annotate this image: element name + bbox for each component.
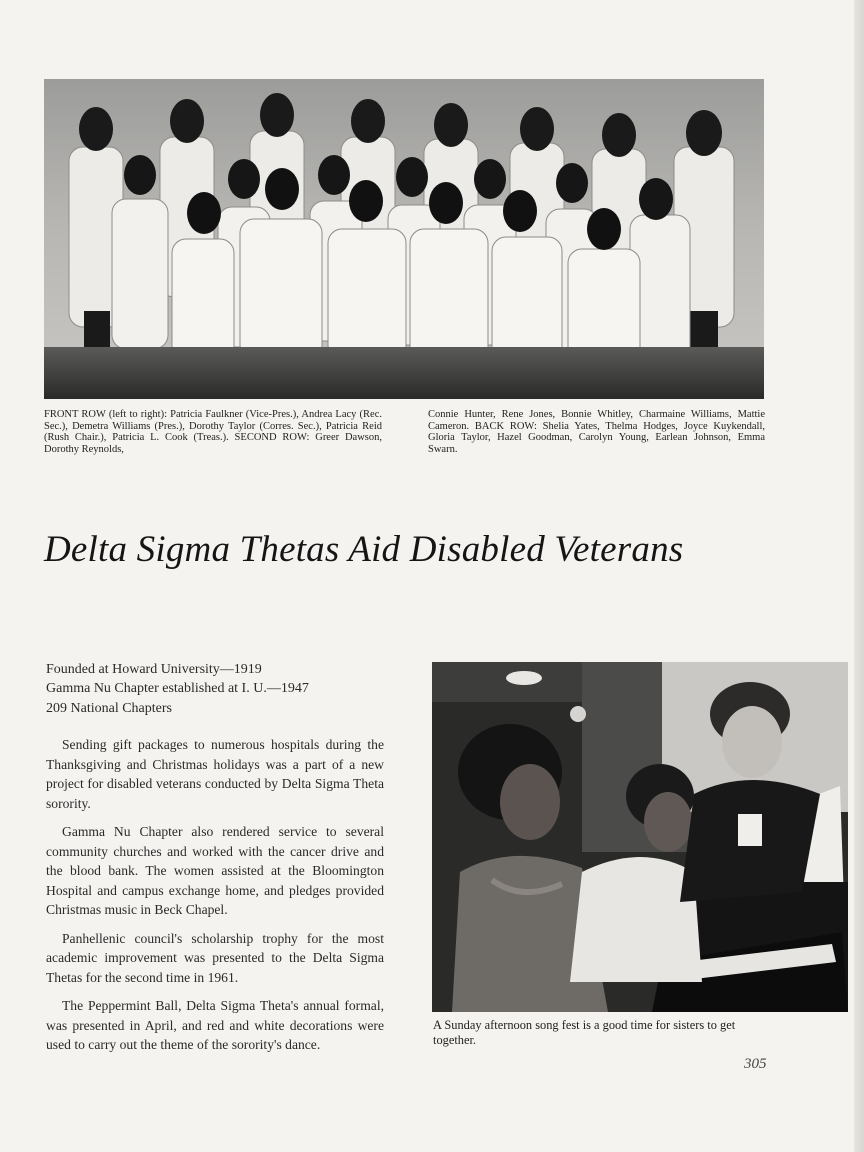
article-headline: Delta Sigma Thetas Aid Disabled Veterans	[44, 529, 684, 570]
article-body	[46, 735, 384, 1064]
piano-photo-caption: A Sunday afternoon song fest is a good time for sisters to get together.	[433, 1018, 736, 1047]
chapter-facts	[46, 660, 376, 718]
fact-national-chapters: 209 National Chapters	[46, 700, 172, 716]
group-photo-caption-left: FRONT ROW (left to right): Patricia Faulkner (Vice-Pres.), Andrea Lacy (Rec. Sec.), Demetra Williams (Pres.), Dorothy Taylor (Corres. Sec.), Patricia Reid (Rush Chair.), Patricia L. Cook (Treas.). SECOND ROW: Greer Dawson, Dorothy Reynolds,	[44, 409, 382, 455]
paragraph-community-service: Gamma Nu Chapter also rendered service to several community churches and worked with the cancer drive and the blood bank. The women assisted at the Bloomington Hospital and campus exchange home, and pledges provided Christmas music in Beck Chapel.	[46, 824, 384, 917]
paragraph-gift-packages: Sending gift packages to numerous hospitals during the Thanksgiving and Christmas holidays was a part of a new project for disabled veterans conducted by Delta Sigma Theta sorority.	[46, 737, 384, 811]
paragraph-scholarship-trophy: Panhellenic council's scholarship trophy for the most academic improvement was presented to the Delta Sigma Thetas for the second time in 1961.	[46, 930, 384, 985]
piano-photo	[432, 662, 848, 1012]
page-number: 305	[744, 1056, 767, 1072]
group-photo-caption-right: Connie Hunter, Rene Jones, Bonnie Whitley, Charmaine Williams, Mattie Cameron. BACK ROW: Shelia Yates, Thelma Hodges, Joyce Kuykendall, Gloria Taylor, Hazel Goodman, Carolyn Young, Earlean Johnson, Emma Swarn.	[428, 409, 765, 455]
group-photo-floor	[44, 347, 764, 399]
group-photo	[44, 79, 764, 399]
page-edge	[854, 0, 864, 1152]
fact-chapter-established: Gamma Nu Chapter established at I. U.—1947	[46, 681, 309, 697]
fact-founded: Founded at Howard University—1919	[46, 662, 262, 677]
paragraph-peppermint-ball: The Peppermint Ball, Delta Sigma Theta's annual formal, was presented in April, and red and white decorations were used to carry out the theme of the sorority's dance.	[46, 998, 384, 1052]
piano-photo-scene	[432, 662, 848, 1012]
